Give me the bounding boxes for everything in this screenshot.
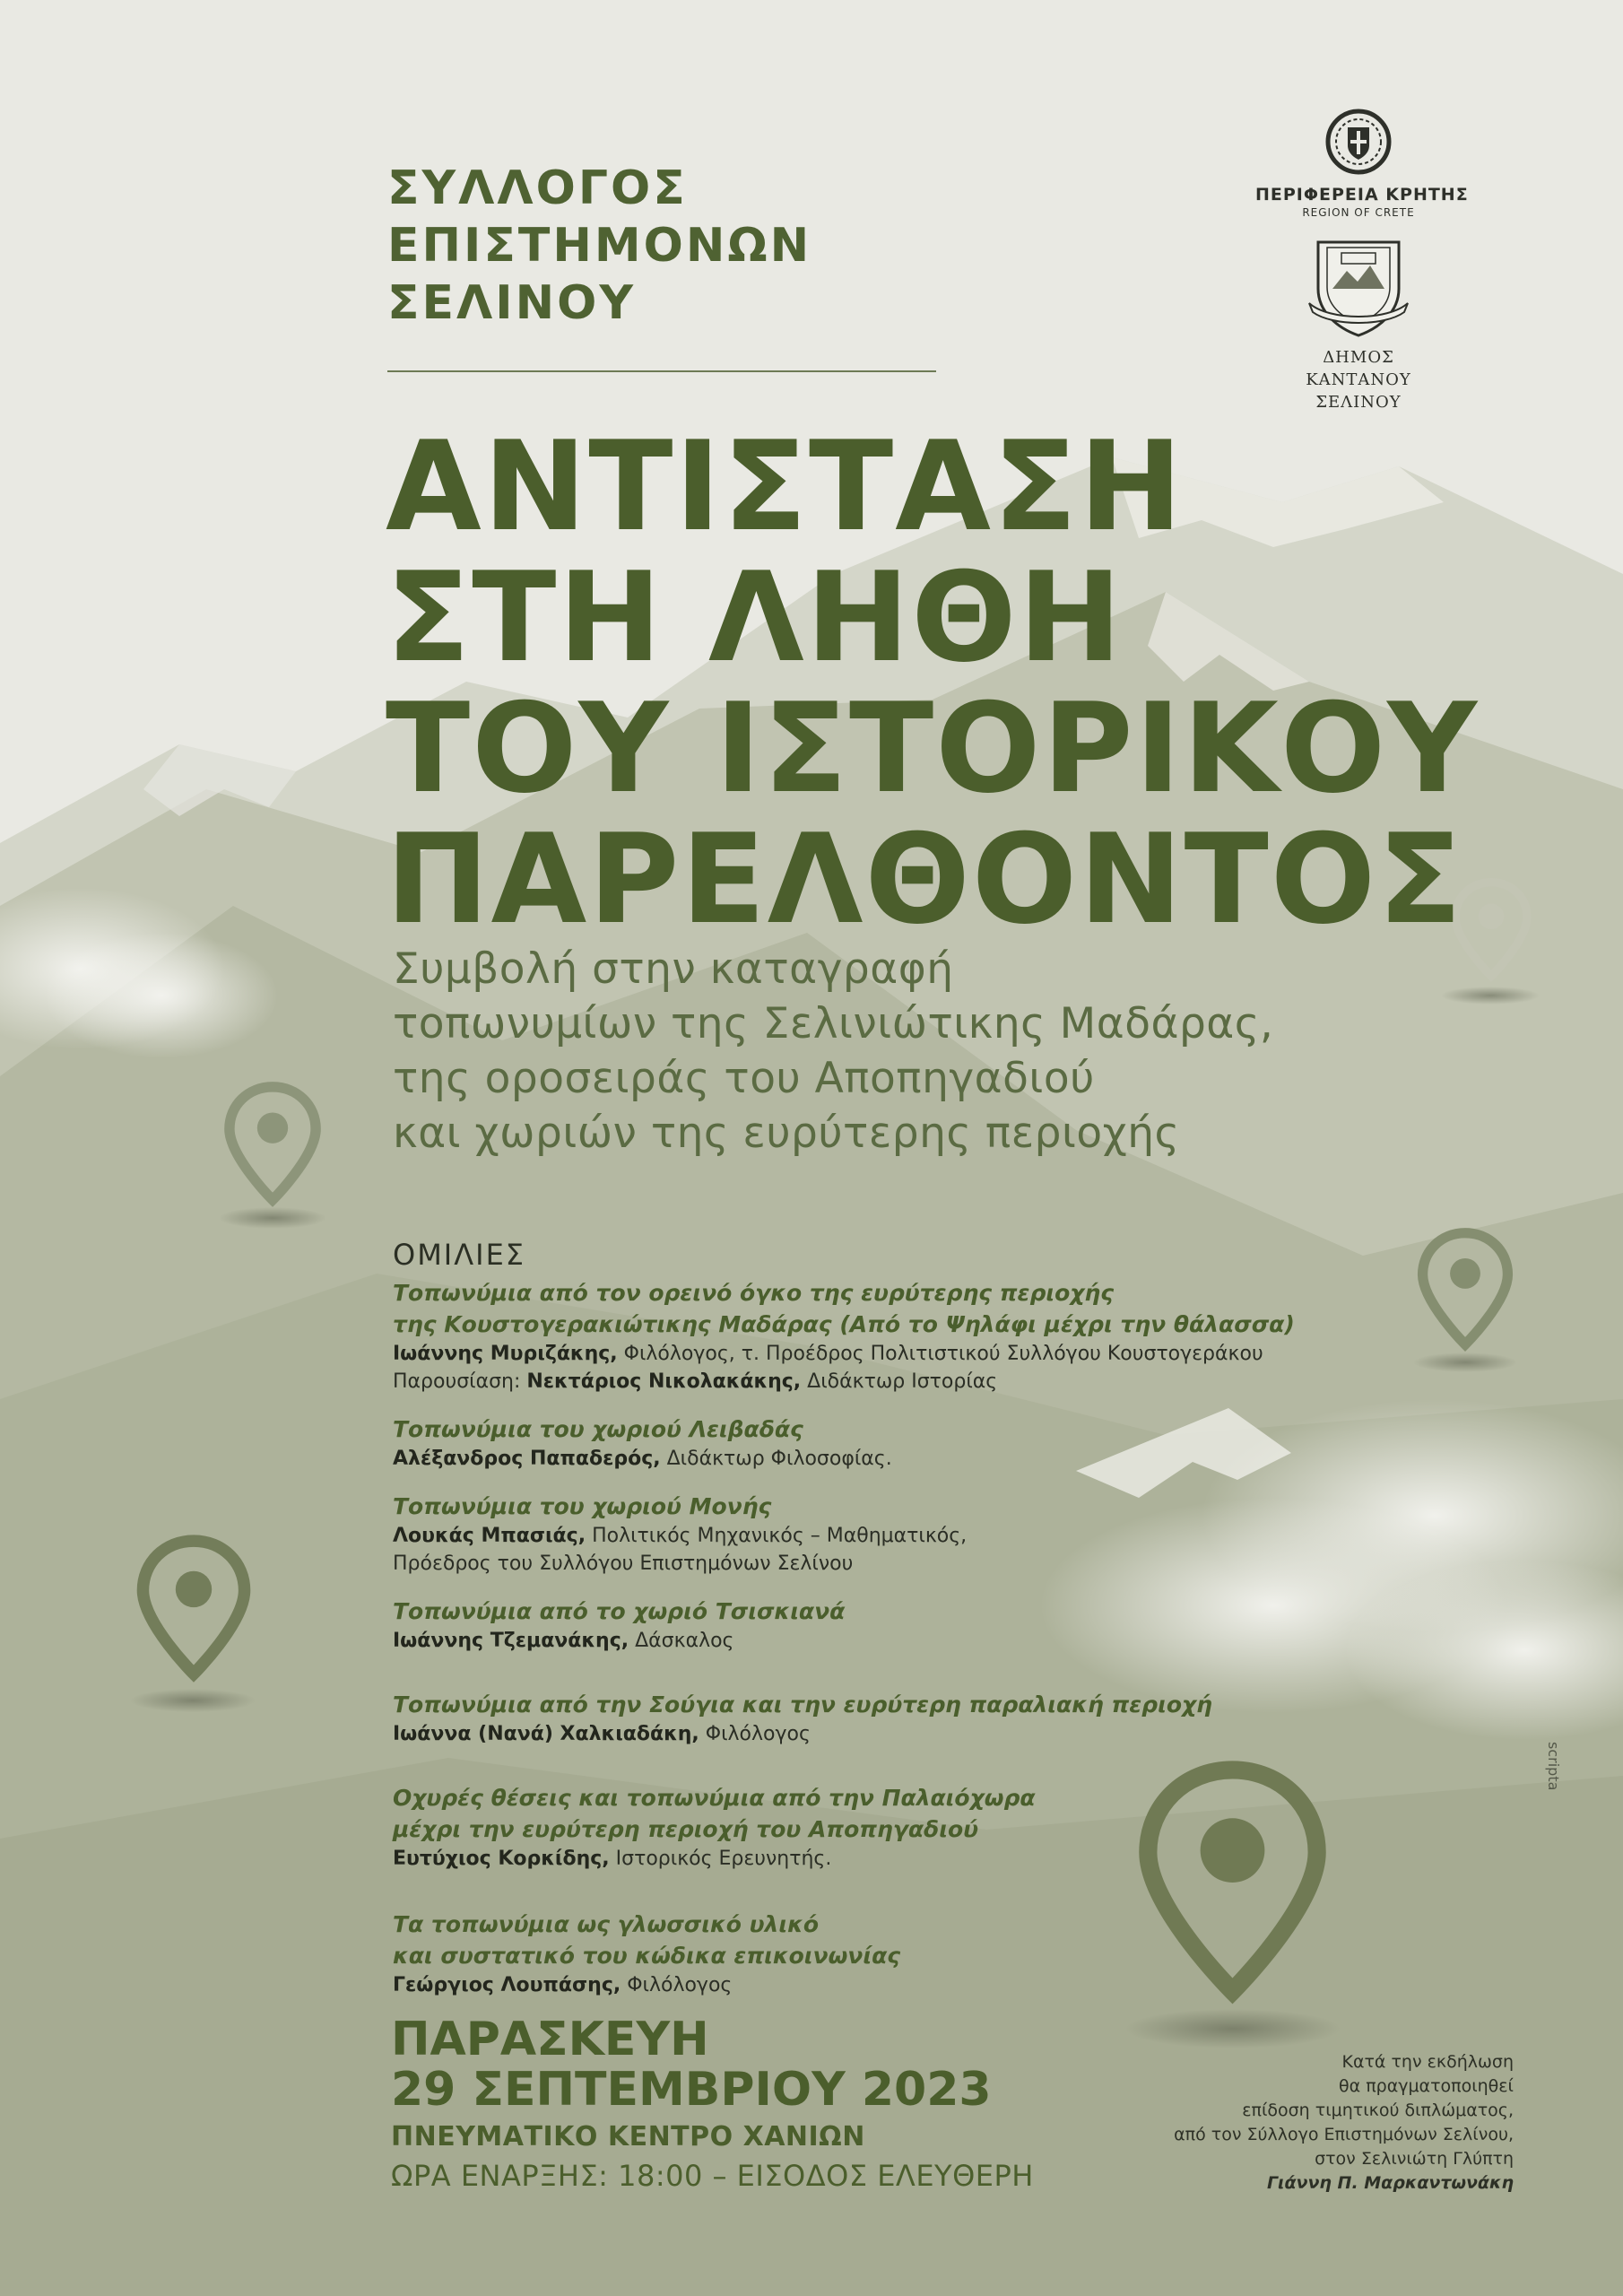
presenter-name: Νεκτάριος Νικολακάκης,: [526, 1370, 802, 1393]
municipality-crest-icon: [1302, 235, 1415, 341]
region-name-english: REGION OF CRETE: [1302, 206, 1415, 219]
honor-note: [1174, 2050, 1514, 2196]
talk-title: Τοπωνύμια από το χωριό Τσισκιανά: [393, 1598, 846, 1624]
organization-line: ΣΥΛΛΟΓΟΣ: [387, 161, 688, 215]
talk-speaker-line: [393, 1627, 1424, 1655]
talk-item: [393, 1782, 1424, 1873]
talk-title: Τοπωνύμια από την Σούγια και την ευρύτερη παραλιακή περιοχή: [393, 1692, 1212, 1718]
speaker-name: Ιωάννης Τζεμανάκης,: [393, 1630, 629, 1652]
talk-item: [393, 1277, 1424, 1396]
talks-heading: ΟΜΙΛΙΕΣ: [393, 1238, 525, 1272]
region-of-crete-logo: [1255, 106, 1469, 219]
event-time: ΩΡΑ ΕΝΑΡΞΗΣ: 18:00 – ΕΙΣΟΔΟΣ ΕΛΕΥΘΕΡΗ: [391, 2159, 1034, 2193]
talk-title: Τοπωνύμια από τον ορεινό όγκο της ευρύτερης περιοχής: [393, 1280, 1115, 1306]
speaker-name: Ιωάννης Μυριζάκης,: [393, 1343, 618, 1365]
subtitle-line: τοπωνυμίων της Σελινιώτικης Μαδάρας,: [393, 999, 1274, 1048]
municipality-name-line: ΔΗΜΟΣ: [1323, 348, 1394, 367]
region-name: ΠΕΡΙΦΕΡΕΙΑ ΚΡΗΤΗΣ: [1255, 185, 1469, 204]
talk-speaker-line: [393, 1971, 1424, 1999]
talk-speaker-line: [393, 1845, 1424, 1873]
speaker-name: Γεώργιος Λουπάσης,: [393, 1974, 621, 1996]
presenter-prefix: Παρουσίαση:: [393, 1370, 527, 1393]
speaker-role: Φιλόλογος: [621, 1974, 733, 1996]
event-date: 29 ΣΕΠΤΕΜΒΡΙΟΥ 2023: [391, 2063, 992, 2117]
event-day: ΠΑΡΑΣΚΕΥΗ: [391, 2013, 709, 2066]
subtitle-line: της οροσειράς του Αποπηγαδιού: [393, 1054, 1095, 1103]
location-pin-icon: [221, 1081, 325, 1208]
title-line: ΤΟΥ ΙΣΤΟΡΙΚΟΥ: [386, 676, 1480, 821]
subtitle-line: και χωριών της ευρύτερης περιοχής: [393, 1109, 1180, 1158]
note-line: Κατά την εκδήλωση: [1341, 2052, 1514, 2072]
talk-item: [393, 1413, 1424, 1473]
speaker-role: Διδάκτωρ Φιλοσοφίας.: [660, 1448, 892, 1470]
presenter-role: Διδάκτωρ Ιστορίας: [801, 1370, 998, 1393]
speaker-role: Δάσκαλος: [629, 1630, 734, 1652]
talk-item: [393, 1689, 1424, 1748]
talk-speaker-line: [393, 1340, 1424, 1368]
subtitle-line: Συμβολή στην καταγραφή: [393, 944, 954, 994]
note-line: από τον Σύλλογο Επιστημόνων Σελίνου,: [1174, 2125, 1514, 2144]
title-line: ΠΑΡΕΛΘΟΝΤΟΣ: [386, 807, 1464, 952]
poster-title: [386, 414, 1480, 952]
note-line: επίδοση τιμητικού διπλώματος,: [1242, 2100, 1514, 2120]
title-line: ΑΝΤΙΣΤΑΣΗ: [386, 414, 1185, 559]
speaker-role: Πολιτικός Μηχανικός – Μαθηματικός,: [586, 1525, 968, 1547]
talk-title: Οχυρές θέσεις και τοπωνύμια από την Παλαιόχωρα: [393, 1785, 1036, 1811]
location-pin-icon: [1414, 1227, 1516, 1352]
event-venue: ΠΝΕΥΜΑΤΙΚΟ ΚΕΝΤΡΟ ΧΑΝΙΩΝ: [391, 2121, 865, 2152]
talk-speaker-line: [393, 1445, 1424, 1473]
talk-title: Τα τοπωνύμια ως γλωσσικό υλικό: [393, 1911, 820, 1937]
talk-item: [393, 1491, 1424, 1578]
title-line: ΣΤΗ ΛΗΘΗ: [386, 545, 1124, 690]
speaker-role-continued: Πρόεδρος του Συλλόγου Επιστημόνων Σελίνου: [393, 1552, 854, 1575]
organization-line: ΕΠΙΣΤΗΜΟΝΩΝ: [387, 219, 812, 273]
talk-title: Τοπωνύμια του χωριού Μονής: [393, 1493, 772, 1519]
talk-presenter-line: [393, 1368, 1424, 1396]
header-divider: [387, 370, 936, 372]
municipality-name-line: ΚΑΝΤΑΝΟΥ: [1306, 370, 1411, 389]
talk-title: της Κουστογερακιώτικης Μαδάρας (Από το Ψηλάφι μέχρι την θάλασσα): [393, 1311, 1295, 1337]
speaker-name: Αλέξανδρος Παπαδερός,: [393, 1448, 661, 1470]
municipality-name-line: ΣΕΛΙΝΟΥ: [1315, 393, 1402, 412]
talk-speaker-line: [393, 1720, 1424, 1748]
talk-item: [393, 1909, 1424, 1999]
speaker-name: Λουκάς Μπασιάς,: [393, 1525, 586, 1547]
talk-speaker-line: [393, 1522, 1424, 1550]
speaker-role: Φιλόλογος, τ. Προέδρος Πολιτιστικού Συλλόγου Κουστογεράκου: [617, 1343, 1263, 1365]
talk-title: Τοπωνύμια του χωριού Λειβαδάς: [393, 1416, 803, 1442]
municipality-kantanos-logo: [1282, 235, 1435, 412]
honoree-name: Γιάννη Π. Μαρκαντωνάκη: [1266, 2173, 1514, 2193]
organization-name: [387, 160, 812, 332]
talks-section: [393, 1238, 1424, 1999]
designer-credit: scripta: [1545, 1742, 1562, 1791]
talk-title: και συστατικό του κώδικα επικοινωνίας: [393, 1943, 901, 1969]
speaker-role: Φιλόλογος: [699, 1723, 811, 1745]
location-pin-icon: [133, 1534, 255, 1683]
talk-title: μέχρι την ευρύτερη περιοχή του Αποπηγαδιού: [393, 1816, 979, 1842]
talk-item: [393, 1596, 1424, 1655]
speaker-name: Ιωάννα (Νανά) Χαλκιαδάκη,: [393, 1723, 699, 1745]
note-line: θα πραγματοποιηθεί: [1339, 2076, 1514, 2096]
organization-line: ΣΕΛΙΝΟΥ: [387, 276, 637, 330]
poster-subtitle: [393, 942, 1273, 1161]
speaker-role: Ιστορικός Ερευνητής.: [609, 1848, 832, 1870]
note-line: στον Σελινιώτη Γλύπτη: [1315, 2149, 1514, 2169]
speaker-name: Ευτύχιος Κορκίδης,: [393, 1848, 610, 1870]
greek-coat-of-arms-icon: [1321, 106, 1396, 178]
